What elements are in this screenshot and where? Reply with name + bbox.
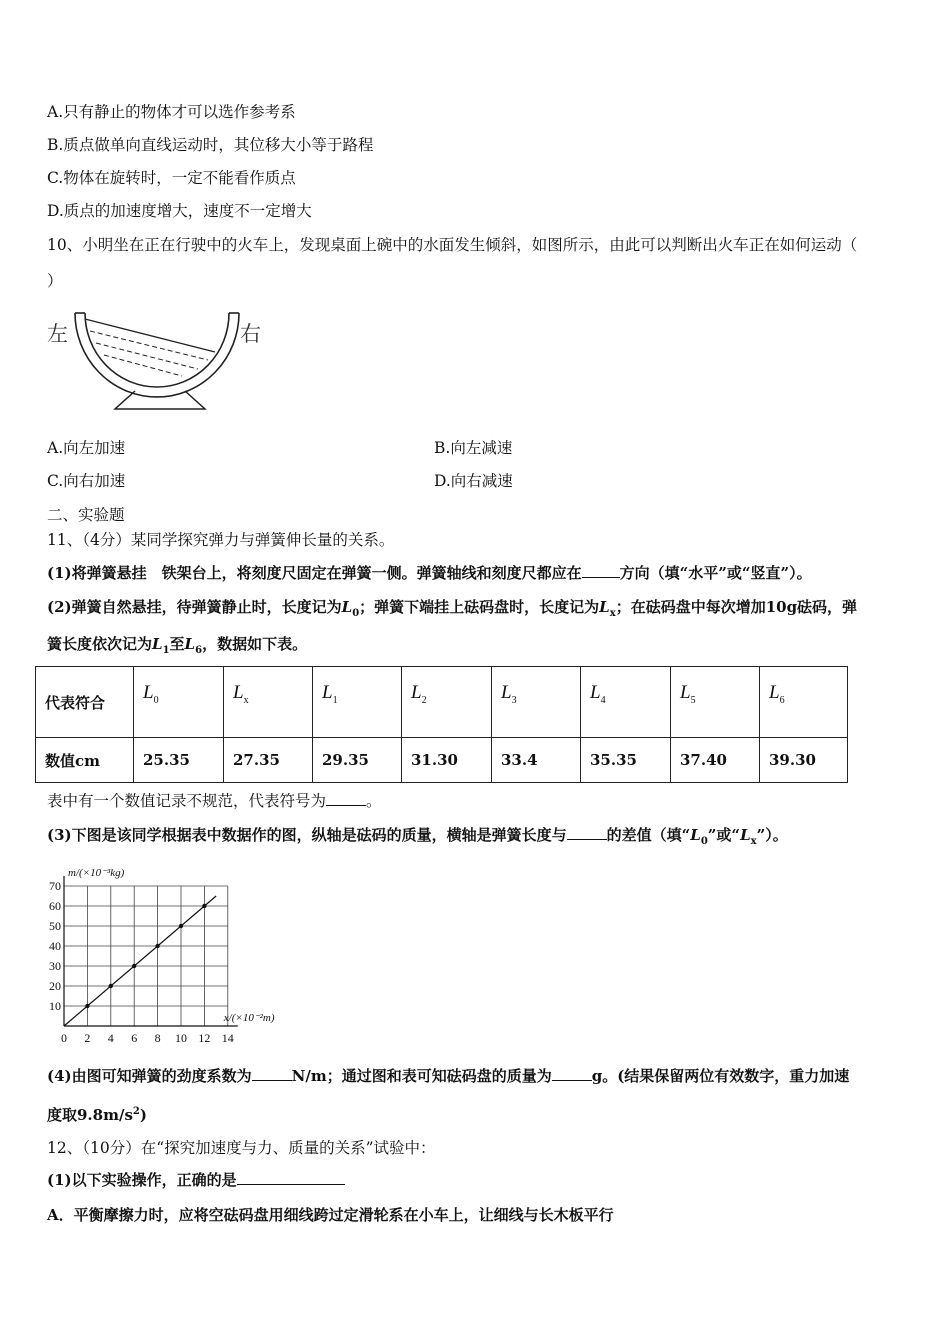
bowl-right-label: 右 bbox=[240, 322, 261, 346]
data-point bbox=[85, 1004, 89, 1008]
table-cell-symbol: $L_3$ bbox=[492, 667, 581, 738]
q10-option-c: C.向右加速 bbox=[47, 472, 126, 490]
x-tick-label: 6 bbox=[131, 1031, 138, 1044]
blank-pan-mass[interactable] bbox=[552, 1066, 592, 1081]
table-cell-value: 33.4 bbox=[492, 738, 581, 783]
y-axis-label: m/(×10⁻³kg) bbox=[68, 867, 125, 879]
table-cell-value: 39.30 bbox=[760, 738, 848, 783]
table-cell-symbol: $L_6$ bbox=[760, 667, 848, 738]
table-header-value: 数值cm bbox=[36, 738, 134, 783]
blank-diff[interactable] bbox=[567, 825, 607, 840]
x-tick-label: 4 bbox=[107, 1031, 114, 1044]
section-title: 二、实验题 bbox=[47, 506, 125, 524]
q10-stem: 10、小明坐在正在行驶中的火车上，发现桌面上碗中的水面发生倾斜，如图所示，由此可以判断出火车正在如何运动（ bbox=[47, 236, 858, 254]
y-tick-label: 10 bbox=[49, 999, 61, 1013]
q9-option-d: D.质点的加速度增大，速度不一定增大 bbox=[47, 202, 312, 220]
q11-part4-cont: 度取$9.8m/s^2$) bbox=[47, 1106, 147, 1124]
x-tick-label: 0 bbox=[61, 1031, 67, 1044]
blank-symbol[interactable] bbox=[326, 791, 366, 806]
q11-part1: (1)将弹簧悬挂 铁架台上，将刻度尺固定在弹簧一侧。弹簧轴线和刻度尺都应在 方向（填“水平”或“竖直”）。 bbox=[47, 564, 812, 582]
table-row-symbols bbox=[36, 667, 848, 738]
bowl-left-label: 左 bbox=[47, 322, 68, 346]
q11-part4: (4)由图可知弹簧的劲度系数为 N/m；通过图和表可知砝码盘的质量为 g。(结果保留两位有效数字，重力加速 bbox=[47, 1067, 850, 1085]
y-tick-label: 20 bbox=[49, 979, 61, 993]
q9-option-b: B.质点做单向直线运动时，其位移大小等于路程 bbox=[47, 136, 374, 154]
x-tick-label: 2 bbox=[84, 1031, 91, 1044]
bowl-outer bbox=[75, 313, 239, 397]
q11-part2-cont: 簧长度依次记为$L_1$至$L_6$，数据如下表。 bbox=[47, 635, 308, 656]
q12-option-a: A．平衡摩擦力时，应将空砝码盘用细线跨过定滑轮系在小车上，让细线与长木板平行 bbox=[47, 1206, 614, 1224]
table-cell-value: 37.40 bbox=[671, 738, 760, 783]
table-cell-symbol: $L_4$ bbox=[581, 667, 671, 738]
y-tick-label: 60 bbox=[49, 899, 61, 913]
table-cell-symbol: $L_0$ bbox=[134, 667, 224, 738]
data-point bbox=[132, 964, 136, 968]
x-tick-label: 14 bbox=[221, 1031, 234, 1044]
blank-direction[interactable] bbox=[582, 563, 620, 578]
table-cell-value: 27.35 bbox=[224, 738, 313, 783]
x-tick-label: 10 bbox=[175, 1031, 187, 1044]
q11-part3: (3)下图是该同学根据表中数据作的图，纵轴是砝码的质量，横轴是弹簧长度与 的差值（填“$L_0$”或“$L_x$”）。 bbox=[47, 826, 788, 847]
data-point bbox=[179, 924, 183, 928]
table-cell-value: 25.35 bbox=[134, 738, 224, 783]
q10-option-b: B.向左减速 bbox=[434, 439, 513, 457]
x-axis-label: x/(×10⁻²m) bbox=[223, 1012, 275, 1024]
q12-stem: 12、（10分）在“探究加速度与力、质量的关系”试验中： bbox=[47, 1139, 436, 1157]
q11-after-table: 表中有一个数值记录不规范，代表符号为 。 bbox=[47, 792, 382, 810]
data-point bbox=[202, 904, 206, 908]
table-cell-value: 29.35 bbox=[313, 738, 402, 783]
bowl-base bbox=[115, 391, 205, 409]
q9-option-a: A.只有静止的物体才可以选作参考系 bbox=[47, 103, 296, 121]
table-row-values bbox=[36, 738, 848, 783]
y-tick-label: 70 bbox=[49, 879, 61, 893]
data-point bbox=[109, 984, 113, 988]
table-cell-value: 35.35 bbox=[581, 738, 671, 783]
data-point bbox=[155, 944, 159, 948]
y-tick-label: 40 bbox=[49, 939, 61, 953]
table-header-symbol: 代表符合 bbox=[36, 667, 134, 738]
q11-stem: 11、（4分）某同学探究弹力与弹簧伸长量的关系。 bbox=[47, 531, 395, 549]
chart-axes bbox=[64, 867, 275, 1026]
chart-ticks bbox=[49, 879, 234, 1044]
water-surface bbox=[85, 319, 215, 352]
y-tick-label: 30 bbox=[49, 959, 61, 973]
y-tick-label: 50 bbox=[49, 919, 61, 933]
table-cell-value: 31.30 bbox=[402, 738, 492, 783]
q12-part1: (1)以下实验操作，正确的是 bbox=[47, 1170, 345, 1190]
q11-part2: (2)弹簧自然悬挂，待弹簧静止时，长度记为$L_0$；弹簧下端挂上砝码盘时，长度记为$L_x$；在砝码盘中每次增加10g砝码，弹 bbox=[47, 598, 858, 619]
table-cell-symbol: $L_1$ bbox=[313, 667, 402, 738]
bowl-figure bbox=[40, 305, 280, 415]
table-cell-symbol: $L_x$ bbox=[224, 667, 313, 738]
chart-series bbox=[64, 896, 216, 1026]
mass-extension-chart bbox=[36, 854, 316, 1044]
x-tick-label: 8 bbox=[154, 1031, 161, 1044]
blank-q12[interactable] bbox=[237, 1170, 345, 1185]
q10-option-a: A.向左加速 bbox=[47, 439, 126, 457]
q10-option-d: D.向右减速 bbox=[434, 472, 513, 490]
q9-option-c: C.物体在旋转时，一定不能看作质点 bbox=[47, 169, 296, 187]
q10-stem-end: ） bbox=[47, 272, 63, 290]
blank-stiffness[interactable] bbox=[252, 1066, 292, 1081]
x-tick-label: 12 bbox=[198, 1031, 211, 1044]
table-cell-symbol: $L_5$ bbox=[671, 667, 760, 738]
data-table bbox=[35, 666, 848, 783]
table-cell-symbol: $L_2$ bbox=[402, 667, 492, 738]
